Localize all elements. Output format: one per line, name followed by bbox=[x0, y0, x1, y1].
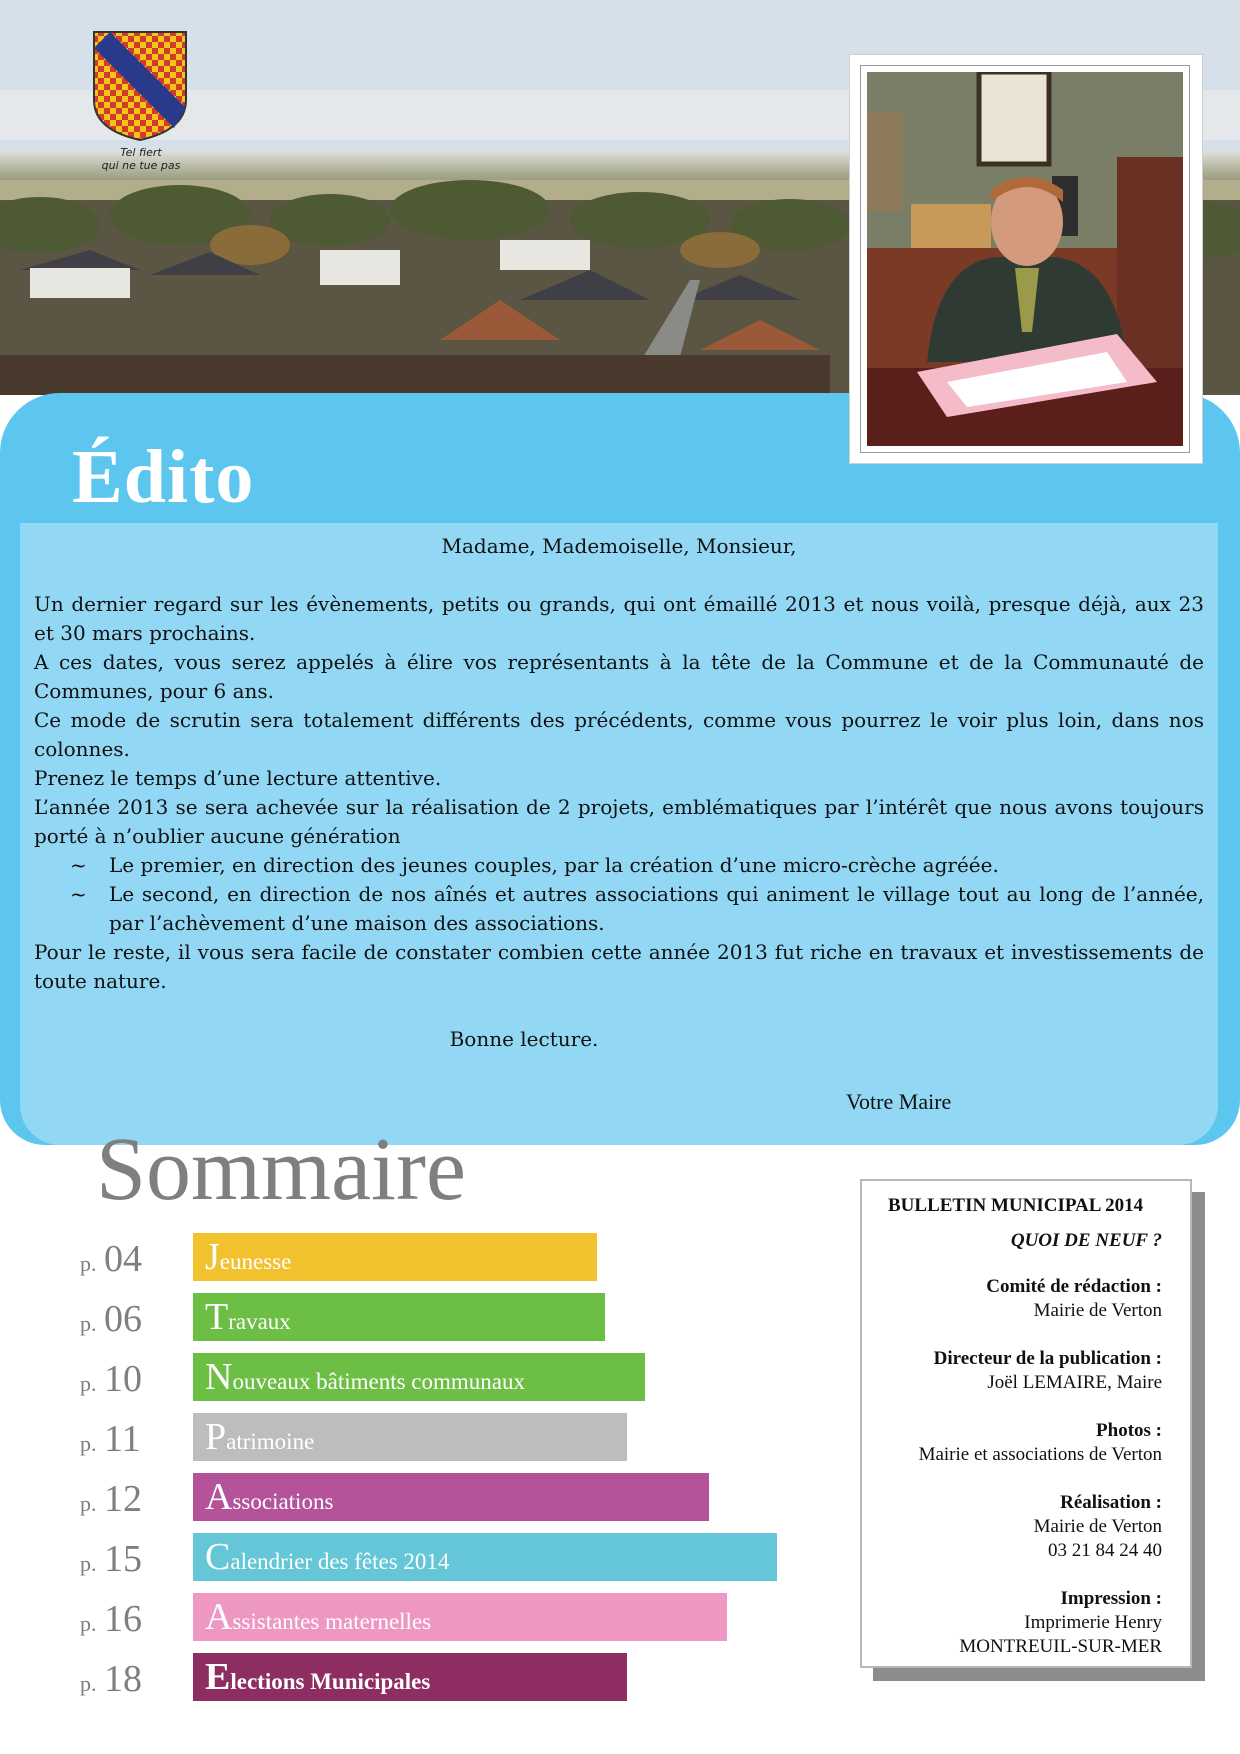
toc-section-initial: J bbox=[205, 1236, 220, 1278]
realisation-value: Mairie de Verton bbox=[1033, 1516, 1162, 1537]
directeur-block bbox=[934, 1347, 1162, 1395]
comite-label: Comité de rédaction : bbox=[986, 1276, 1162, 1297]
toc-section-title: ssistantes maternelles bbox=[232, 1609, 432, 1634]
directeur-value: Joël LEMAIRE, Maire bbox=[987, 1372, 1162, 1393]
edito-signature: Votre Maire bbox=[846, 1089, 952, 1114]
toc-section-title: eunesse bbox=[219, 1249, 292, 1274]
edito-paragraph: A ces dates, vous serez appelés à élire vos représentants à la tête de la Commune et de la Communauté de Communes, pour 6 ans. bbox=[34, 650, 1204, 703]
toc-page-number: 11 bbox=[104, 1418, 141, 1460]
edito-title: Édito bbox=[72, 435, 255, 519]
toc-page-number: 15 bbox=[104, 1538, 142, 1580]
list-item-text: Le second, en direction de nos aînés et autres associations qui animent le village tout au long de l’année, par l’achèvement d’une maison des associations. bbox=[109, 882, 1204, 935]
edito-paragraph: Prenez le temps d’une lecture attentive. bbox=[34, 766, 442, 790]
directeur-label: Directeur de la publication : bbox=[933, 1348, 1162, 1369]
toc-section-bar[interactable] bbox=[193, 1413, 627, 1461]
toc-section-title: lections Municipales bbox=[230, 1669, 431, 1694]
toc-page-number: 18 bbox=[104, 1658, 142, 1700]
realisation-label: Réalisation : bbox=[1060, 1492, 1162, 1513]
toc-entry[interactable] bbox=[0, 1413, 800, 1463]
toc-entry[interactable] bbox=[0, 1653, 800, 1703]
toc-section-bar[interactable] bbox=[193, 1653, 627, 1701]
list-item-text: Le premier, en direction des jeunes couples, par la création d’une micro-crèche agréée. bbox=[109, 853, 999, 877]
photos-value: Mairie et associations de Verton bbox=[918, 1444, 1162, 1465]
mayor-photo-frame bbox=[850, 55, 1202, 463]
bulletin-header: BULLETIN MUNICIPAL 2014 bbox=[888, 1195, 1144, 1216]
bulletin-info-box bbox=[860, 1179, 1192, 1668]
toc-page-prefix: p. bbox=[80, 1431, 97, 1456]
toc-section-bar[interactable] bbox=[193, 1593, 727, 1641]
edito-project-list bbox=[34, 851, 1204, 938]
toc-page-number: 04 bbox=[104, 1238, 142, 1280]
toc-page-number: 12 bbox=[104, 1478, 142, 1520]
bulletin-subtitle: QUOI DE NEUF ? bbox=[1010, 1230, 1162, 1251]
comite-block bbox=[986, 1275, 1162, 1323]
motto-line-1: Tel fiert bbox=[120, 146, 162, 159]
toc-page-prefix: p. bbox=[80, 1251, 97, 1276]
impression-label: Impression : bbox=[1060, 1588, 1162, 1609]
edito-letter bbox=[34, 532, 1204, 1054]
photos-block bbox=[919, 1419, 1162, 1467]
toc-page-prefix: p. bbox=[80, 1491, 97, 1516]
impression-value: Imprimerie Henry bbox=[1024, 1612, 1162, 1633]
list-marker: ~ bbox=[70, 853, 87, 877]
comite-value: Mairie de Verton bbox=[1033, 1300, 1162, 1321]
toc-section-initial: E bbox=[205, 1656, 231, 1698]
list-marker: ~ bbox=[70, 882, 87, 906]
toc-page-number: 06 bbox=[104, 1298, 142, 1340]
toc-page-prefix: p. bbox=[80, 1611, 97, 1636]
toc-page-prefix: p. bbox=[80, 1671, 97, 1696]
photos-label: Photos : bbox=[1096, 1420, 1162, 1441]
impression-block bbox=[959, 1587, 1162, 1659]
toc-section-bar[interactable] bbox=[193, 1293, 605, 1341]
toc-section-title: ssociations bbox=[232, 1489, 334, 1514]
toc-section-initial: C bbox=[205, 1536, 231, 1578]
toc-section-initial: T bbox=[205, 1296, 229, 1338]
list-item bbox=[34, 880, 1204, 938]
edito-paragraph: Pour le reste, il vous sera facile de constater combien cette année 2013 fut riche en travaux et investissements de toute nature. bbox=[34, 940, 1204, 993]
toc-section-title: ravaux bbox=[228, 1309, 291, 1334]
toc-page-prefix: p. bbox=[80, 1371, 97, 1396]
toc-page-prefix: p. bbox=[80, 1551, 97, 1576]
toc-section-title: ouveaux bâtiments communaux bbox=[232, 1369, 525, 1394]
mayor-photo bbox=[867, 72, 1183, 446]
toc-page-number: 10 bbox=[104, 1358, 142, 1400]
village-coat-of-arms bbox=[92, 30, 188, 142]
toc-entry[interactable] bbox=[0, 1293, 800, 1343]
edito-closing: Bonne lecture. bbox=[449, 1027, 599, 1051]
realisation-block bbox=[1034, 1491, 1162, 1563]
toc-page-prefix: p. bbox=[80, 1311, 97, 1336]
toc-entry[interactable] bbox=[0, 1533, 800, 1583]
toc-entry[interactable] bbox=[0, 1353, 800, 1403]
toc-section-initial: P bbox=[205, 1416, 227, 1458]
toc-section-initial: A bbox=[205, 1476, 233, 1518]
toc-section-bar[interactable] bbox=[193, 1233, 597, 1281]
toc-entry[interactable] bbox=[0, 1473, 800, 1523]
list-item bbox=[34, 851, 1204, 880]
toc-section-initial: A bbox=[205, 1596, 233, 1638]
edito-paragraph: Un dernier regard sur les évènements, petits ou grands, qui ont émaillé 2013 et nous voilà, presque déjà, aux 23 et 30 mars prochains. bbox=[34, 592, 1204, 645]
toc-section-initial: N bbox=[205, 1356, 233, 1398]
toc-section-bar[interactable] bbox=[193, 1473, 709, 1521]
impression-city: MONTREUIL-SUR-MER bbox=[959, 1636, 1162, 1657]
edito-paragraph: L’année 2013 se sera achevée sur la réalisation de 2 projets, emblématiques par l’intérêt que nous avons toujours porté à n’oublier aucune génération bbox=[34, 795, 1204, 848]
toc-section-bar[interactable] bbox=[193, 1533, 777, 1581]
toc-section-title: alendrier des fêtes 2014 bbox=[230, 1549, 450, 1574]
motto-line-2: qui ne tue pas bbox=[101, 159, 181, 172]
toc-section-bar[interactable] bbox=[193, 1353, 645, 1401]
edito-paragraph: Ce mode de scrutin sera totalement différents des précédents, comme vous pourrez le voir plus loin, dans nos colonnes. bbox=[34, 708, 1204, 761]
toc-page-number: 16 bbox=[104, 1598, 142, 1640]
toc-section-title: atrimoine bbox=[226, 1429, 315, 1454]
toc-entry[interactable] bbox=[0, 1593, 800, 1643]
realisation-phone: 03 21 84 24 40 bbox=[1048, 1540, 1162, 1561]
crest-motto bbox=[86, 146, 196, 172]
sommaire-title: Sommaire bbox=[96, 1120, 466, 1219]
toc-entry[interactable] bbox=[0, 1233, 800, 1283]
edito-salutation: Madame, Mademoiselle, Monsieur, bbox=[441, 534, 797, 558]
